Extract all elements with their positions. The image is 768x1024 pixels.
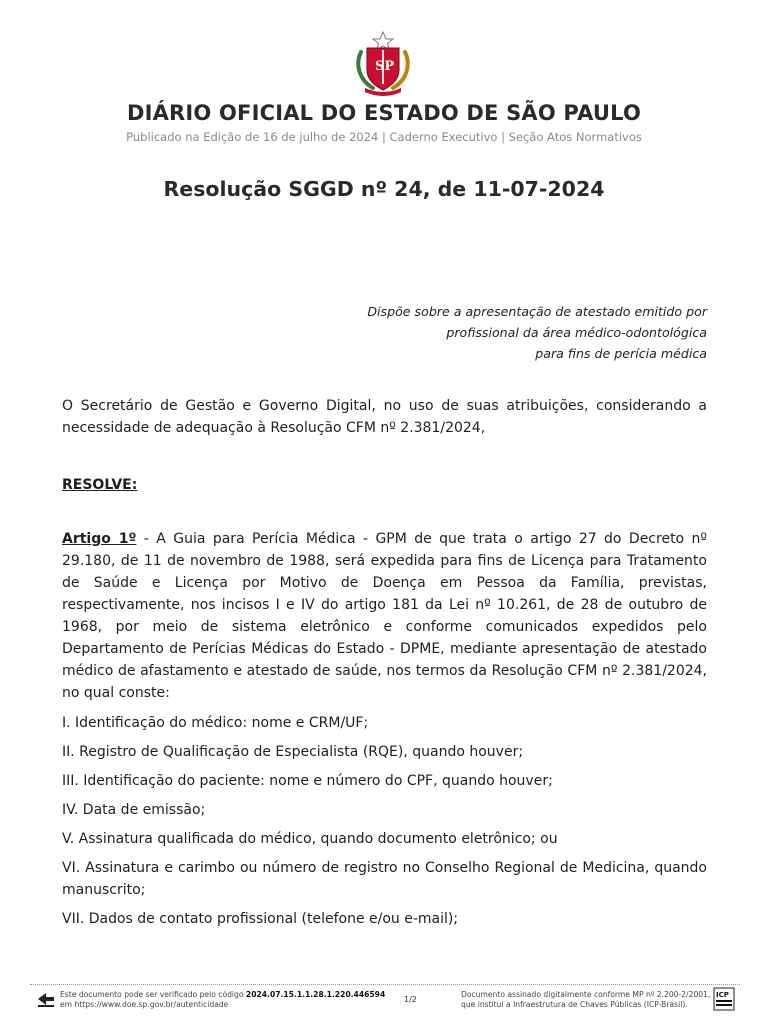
footer-signature-note: [461, 990, 721, 1010]
journal-title: DIÁRIO OFICIAL DO ESTADO DE SÃO PAULO: [126, 101, 642, 125]
list-item: V. Assinatura qualificada do médico, quando documento eletrônico; ou: [62, 831, 558, 847]
document-title: Resolução SGGD nº 24, de 11-07-2024: [163, 177, 605, 201]
icp-brasil-logo-icon: [713, 987, 735, 1011]
footer-verification: [60, 990, 390, 1010]
publication-line: Publicado na Edição de 16 de julho de 2024 | Caderno Executivo | Seção Atos Normativos: [126, 130, 642, 144]
pradaprev-logo-icon: [36, 989, 56, 1009]
list-item: IV. Data de emissão;: [62, 802, 206, 818]
list-item: VI. Assinatura e carimbo ou número de registro no Conselho Regional de Medicina, quando manuscrito;: [62, 860, 707, 898]
list-item: III. Identificação do paciente: nome e número do CPF, quando houver;: [62, 773, 553, 789]
resolve-heading: RESOLVE:: [62, 477, 138, 493]
signed-line: que institui a Infraestrutura de Chaves Públicas (ICP-Brasil).: [461, 1000, 688, 1009]
article-1-label: Artigo 1º: [62, 531, 137, 547]
document-summary: [300, 301, 707, 364]
article-1-items: [62, 712, 707, 937]
article-1-text: - A Guia para Perícia Médica - GPM de que trata o artigo 27 do Decreto nº 29.180, de 11 de novembro de 1988, será expedida para fins de Licença para Tratamento de Saúde e Licença por Motivo de Doença em Pessoa da Família, previstas, respectivamente, nos incisos I e IV do artigo 181 da Lei nº 10.261, de 28 de outubro de 1968, por meio de sistema eletrônico e conforme comunicados expedidos pelo Departamento de Perícias Médicas do Estado - DPME, mediante apresentação de atestado médico de afastamento e atestado de saúde, nos termos da Resolução CFM nº 2.381/2024, no qual conste:: [62, 531, 708, 701]
verify-prefix: Este documento pode ser verificado pelo código: [60, 990, 246, 999]
preamble-paragraph: O Secretário de Gestão e Governo Digital, no uso de suas atribuições, considerando a necessidade de adequação à Resolução CFM nº 2.381/2024,: [62, 398, 707, 436]
sao-paulo-coat-of-arms-icon: [351, 30, 415, 96]
summary-line: para fins de perícia médica: [535, 346, 707, 361]
footer-divider: [30, 984, 740, 985]
svg-text:ICP: ICP: [716, 991, 729, 999]
list-item: II. Registro de Qualificação de Especialista (RQE), quando houver;: [62, 744, 524, 760]
article-1-paragraph: [62, 528, 707, 704]
list-item: VII. Dados de contato profissional (telefone e/ou e-mail);: [62, 911, 459, 927]
signed-line: Documento assinado digitalmente conforme MP nº 2.200-2/2001,: [461, 990, 711, 999]
verify-url[interactable]: em https://www.doe.sp.gov.br/autenticidade: [60, 1000, 229, 1009]
list-item: I. Identificação do médico: nome e CRM/UF;: [62, 715, 369, 731]
emblem-letters: SP: [375, 59, 395, 74]
verify-code: 2024.07.15.1.1.28.1.220.446594: [245, 990, 386, 999]
page-number: 1/2: [404, 995, 417, 1004]
summary-line: Dispõe sobre a apresentação de atestado emitido por profissional da área médico-odontológica: [367, 304, 707, 340]
